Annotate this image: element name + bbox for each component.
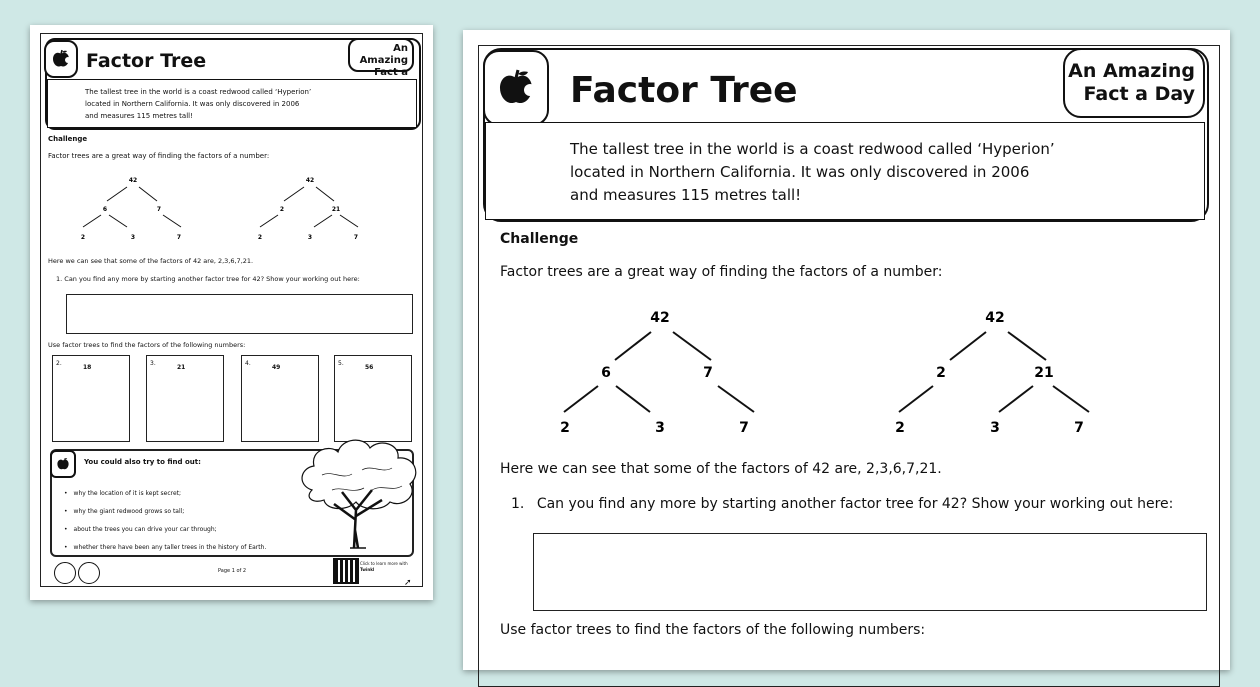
task-number: 4. xyxy=(245,360,251,367)
tree-node: 3 xyxy=(990,420,1000,436)
tree-node: 42 xyxy=(985,310,1005,326)
badge-line-1: An Amazing xyxy=(359,43,408,66)
tree-node: 21 xyxy=(331,206,341,213)
challenge-intro: Factor trees are a great way of finding the factors of a number: xyxy=(500,264,943,280)
also-item: • about the trees you can drive your car through; xyxy=(64,521,266,539)
task-value: 18 xyxy=(83,364,92,371)
summary-text: Here we can see that some of the factors of 42 are, 2,3,6,7,21. xyxy=(500,461,942,477)
tree-node: 2 xyxy=(80,234,86,241)
qr-code[interactable] xyxy=(333,558,359,584)
also-item: • why the giant redwood grows so tall; xyxy=(64,503,266,521)
badge-line-1: An Amazing xyxy=(1068,60,1195,82)
question-1-text: Can you find any more by starting another factor tree for 42? Show your working out here: xyxy=(64,275,360,283)
apple-icon xyxy=(51,49,71,69)
summary-text: Here we can see that some of the factors of 42 are, 2,3,6,7,21. xyxy=(48,257,254,265)
twinkl-logo xyxy=(54,562,76,584)
task-number: 2. xyxy=(56,360,62,367)
also-heading: You could also try to find out: xyxy=(84,458,201,466)
fact-line-1: The tallest tree in the world is a coast redwood called ‘Hyperion’ xyxy=(85,88,312,96)
question-1 xyxy=(56,275,360,283)
tree-node: 2 xyxy=(936,365,946,381)
question-1-number: 1. xyxy=(511,496,525,512)
fact-line-3: and measures 115 metres tall! xyxy=(570,186,802,204)
challenge-heading: Challenge xyxy=(48,135,88,143)
also-item: • why the location of it is kept secret; xyxy=(64,485,266,503)
task-number: 3. xyxy=(150,360,156,367)
page-number: Page 1 of 2 xyxy=(218,568,247,574)
tree-node: 2 xyxy=(560,420,570,436)
tree-node: 6 xyxy=(601,365,611,381)
fact-line-1: The tallest tree in the world is a coast redwood called ‘Hyperion’ xyxy=(570,140,1055,158)
apple-logo-box xyxy=(483,50,549,126)
qr-caption xyxy=(360,561,408,573)
tree-node: 3 xyxy=(655,420,665,436)
tree-node: 2 xyxy=(279,206,285,213)
fact-text xyxy=(570,138,1055,207)
quality-badge-icon xyxy=(78,562,100,584)
tree-node: 7 xyxy=(156,206,162,213)
working-out-box[interactable] xyxy=(66,294,413,334)
page-title: Factor Tree xyxy=(570,70,798,111)
tree-node: 42 xyxy=(650,310,670,326)
fact-line-2: located in Northern California. It was only discovered in 2006 xyxy=(85,100,300,108)
badge-line-2: Fact a Day xyxy=(1083,82,1195,105)
tree-node: 3 xyxy=(307,234,313,241)
also-list xyxy=(64,485,266,557)
tree-node: 2 xyxy=(895,420,905,436)
tree-node: 42 xyxy=(128,177,138,184)
challenge-heading: Challenge xyxy=(500,231,579,247)
tree-node: 7 xyxy=(1074,420,1084,436)
tree-node: 42 xyxy=(305,177,315,184)
fact-text xyxy=(85,86,311,122)
apple-logo-box xyxy=(44,40,78,78)
apple-icon xyxy=(56,457,70,471)
fact-line-2: located in Northern California. It was only discovered in 2006 xyxy=(570,163,1030,181)
question-1-number: 1. xyxy=(56,275,63,283)
tree-node: 7 xyxy=(739,420,749,436)
task-box-56[interactable] xyxy=(334,355,412,442)
challenge-intro: Factor trees are a great way of finding the factors of a number: xyxy=(48,152,270,160)
tree-node: 6 xyxy=(102,206,108,213)
tree-node: 21 xyxy=(1034,365,1054,381)
badge-line-2: Fact a xyxy=(374,67,408,78)
footer-logos xyxy=(54,562,100,582)
amazing-fact-badge xyxy=(1063,48,1205,118)
factor-tree-2 xyxy=(893,308,1093,438)
factor-tree-small-1 xyxy=(75,175,195,245)
factor-tree-1 xyxy=(558,308,758,438)
task-value: 49 xyxy=(272,364,281,371)
qr-caption-line-2: Twinkl xyxy=(360,567,375,572)
question-2-intro: Use factor trees to find the factors of the following numbers: xyxy=(48,341,246,349)
fact-line-3: and measures 115 metres tall! xyxy=(85,112,193,120)
amazing-fact-badge xyxy=(348,38,414,78)
tree-node: 7 xyxy=(353,234,359,241)
task-number: 5. xyxy=(338,360,344,367)
working-out-box[interactable] xyxy=(533,533,1207,611)
redwood-tree-illustration xyxy=(292,430,432,550)
task-box-49[interactable] xyxy=(241,355,319,442)
apple-icon xyxy=(496,68,536,108)
also-item: • whether there have been any taller trees in the history of Earth. xyxy=(64,539,266,557)
worksheet-page xyxy=(463,30,1230,670)
question-2-intro: Use factor trees to find the factors of the following numbers: xyxy=(500,622,926,638)
question-1-text: Can you find any more by starting another factor tree for 42? Show your working out here: xyxy=(536,496,1174,512)
task-value: 56 xyxy=(365,364,374,371)
qr-caption-line-1: Click to learn more with xyxy=(360,561,408,566)
also-apple-box xyxy=(50,450,76,478)
tree-node: 7 xyxy=(703,365,713,381)
question-1 xyxy=(511,496,1173,512)
task-value: 21 xyxy=(177,364,186,371)
cursor-icon: ➚ xyxy=(404,578,412,588)
tree-node: 7 xyxy=(176,234,182,241)
page-title: Factor Tree xyxy=(86,50,207,72)
tree-node: 2 xyxy=(257,234,263,241)
worksheet-thumbnail xyxy=(30,25,433,600)
factor-tree-small-2 xyxy=(252,175,372,245)
task-box-21[interactable] xyxy=(146,355,224,442)
tree-node: 3 xyxy=(130,234,136,241)
task-box-18[interactable] xyxy=(52,355,130,442)
